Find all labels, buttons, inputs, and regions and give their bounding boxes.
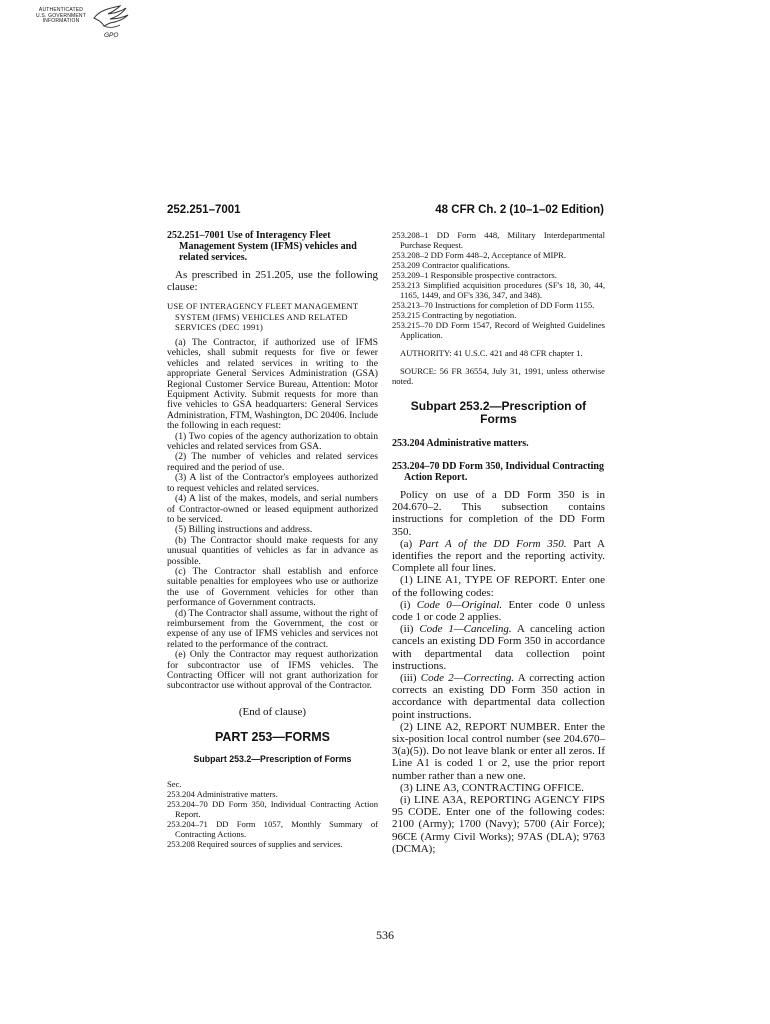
part-a-paragraph [392, 538, 605, 575]
clause-paragraph-d: (d) The Contractor shall assume, without the right of reimbursement from the Government, the cost or expense of any use of IFMS vehicles and services not related to the performance of the contract. [167, 607, 378, 650]
toc-entry: 253.204–71 DD Form 1057, Monthly Summary of Contracting Actions. [167, 818, 378, 839]
gpo-logo-line: U.S. GOVERNMENT [36, 12, 86, 19]
code-1-paragraph [392, 623, 605, 672]
running-header [167, 204, 604, 218]
source-label: SOURCE: [400, 366, 437, 376]
header-section-number: 252.251–7001 [167, 204, 241, 216]
clause-paragraph-a1: (1) Two copies of the agency authorization to obtain vehicles and related services from GSA. [167, 430, 378, 453]
left-column [167, 230, 378, 849]
clause-paragraph-b: (b) The Contractor should make requests for any unusual quantities of vehicles as far in advance as possible. [167, 534, 378, 567]
clause-paragraph-a5: (5) Billing instructions and address. [175, 524, 313, 536]
toc-entry: 253.215–70 DD Form 1547, Record of Weighted Guidelines Application. [392, 320, 605, 340]
part-a-lead: (a) [400, 537, 419, 550]
clause-paragraph-a2: (2) The number of vehicles and related services required and the period of use. [167, 451, 378, 473]
right-column [392, 230, 605, 855]
part-a-title: Part A of the DD Form 350. [418, 537, 567, 550]
toc-entry: 253.208–1 DD Form 448, Military Interdepartmental Purchase Request. [392, 230, 605, 250]
eagle-icon [90, 4, 138, 34]
toc-entry: 253.204–70 DD Form 350, Individual Contracting Action Report. [167, 798, 378, 819]
source-note [392, 366, 605, 386]
line-a3a-paragraph: (i) LINE A3A, REPORTING AGENCY FIPS 95 CODE. Enter one of the following codes: 2100 (Army); 1700 (Navy); 5700 (Air Force); 96CE (Army Civil Works); 97AS (DLA); 9763 (DCMA); [392, 794, 605, 855]
code-2-paragraph [392, 672, 605, 721]
clause-paragraph-c: (c) The Contractor shall establish and enforce suitable penalties for employees who use or authorize the use of Government vehicles for other than performance of Government contracts. [167, 565, 378, 609]
code-0-lead: (i) [400, 598, 417, 611]
line-a1-paragraph: (1) LINE A1, TYPE OF REPORT. Enter one of the following codes: [392, 574, 605, 599]
toc-entry: 253.213 Simplified acquisition procedures (SF's 18, 30, 44, 1165, 1449, and OF's 336, 347, and 348). [392, 280, 605, 300]
line-a2-paragraph: (2) LINE A2, REPORT NUMBER. Enter the six-position local control number (see 204.670–3(a)(5)). Do not leave blank or enter all zeros. If Line A1 is coded 1 or 2, use the prior report number rather than a new one. [392, 720, 605, 782]
toc-entry: 253.209–1 Responsible prospective contractors. [392, 270, 557, 280]
line-a3-paragraph: (3) LINE A3, CONTRACTING OFFICE. [400, 781, 584, 794]
code-2-lead: (iii) [400, 672, 421, 685]
toc-entry: 253.204 Administrative matters. [167, 788, 278, 799]
code-1-text: A canceling action cancels an existing DD Form 350 in accordance with departmental data collection point instructions. [392, 623, 606, 672]
toc-entry: 253.208 Required sources of supplies and services. [167, 838, 343, 849]
clause-title: USE OF INTERAGENCY FLEET MANAGEMENT SYSTEM (IFMS) VEHICLES AND RELATED SERVICES (DEC 1991) [167, 301, 359, 332]
gpo-logo-word: GPO [104, 32, 119, 39]
code-0-title: Code 0—Original. [416, 598, 503, 611]
header-title-edition: 48 CFR Ch. 2 (10–1–02 Edition) [435, 204, 604, 216]
code-2-title: Code 2—Correcting. [420, 672, 515, 685]
clause-paragraph-a4: (4) A list of the makes, models, and serial numbers of Contractor-owned or leased equipment authorized to be serviced. [167, 493, 378, 525]
end-of-clause: (End of clause) [238, 705, 307, 718]
clause-paragraph-e: (e) Only the Contractor may request authorization for subcontractor use of IFMS vehicles. The Contracting Officer will not grant authorization for subcontractor use without approval of the Contractor. [167, 649, 378, 692]
section-heading: 252.251–7001 Use of Interagency Fleet Management System (IFMS) vehicles and related services. [167, 230, 357, 263]
gpo-logo-line: INFORMATION [42, 18, 80, 24]
source-text: 56 FR 36554, July 31, 1991, unless otherwise noted. [392, 366, 605, 386]
code-2-text: A correcting action corrects an existing DD Form 350 action in accordance with departmental data collection point instructions. [392, 672, 605, 721]
policy-paragraph: Policy on use of a DD Form 350 is in 204.670–2. This subsection contains instructions for completion of the DD Form 350. [392, 489, 605, 538]
subpart-heading: Subpart 253.2—Prescription of Forms [193, 754, 352, 765]
section-heading: 253.204 Administrative matters. [392, 438, 529, 449]
subpart-heading: Subpart 253.2—Prescription of Forms [410, 399, 587, 426]
gpo-logo-text [28, 8, 94, 25]
sec-label: Sec. [167, 778, 182, 789]
code-1-lead: (ii) [400, 623, 420, 636]
toc-entry: 253.208–2 DD Form 448–2, Acceptance of MIPR. [392, 250, 567, 260]
authority-note [392, 348, 605, 358]
code-1-title: Code 1—Canceling. [419, 623, 512, 636]
clause-paragraph-a3: (3) A list of the Contractor's employees authorized to request vehicles and related services. [167, 472, 378, 494]
part-heading: PART 253—FORMS [214, 730, 331, 745]
page-number: 536 [376, 928, 394, 942]
gpo-authentication-logo [28, 4, 140, 42]
toc-entry: 253.215 Contracting by negotiation. [392, 310, 517, 320]
gpo-logo-line: AUTHENTICATED [38, 7, 84, 13]
section-heading: 253.204–70 DD Form 350, Individual Contracting Action Report. [392, 461, 604, 483]
authority-text: 41 U.S.C. 421 and 48 CFR chapter 1. [451, 348, 583, 358]
toc-entry: 253.213–70 Instructions for completion of DD Form 1155. [392, 300, 595, 310]
toc-entry: 253.209 Contractor qualifications. [392, 260, 510, 270]
authority-label: AUTHORITY: [400, 348, 452, 358]
intro-paragraph: As prescribed in 251.205, use the following clause: [167, 269, 378, 294]
clause-paragraph-a: (a) The Contractor, if authorized use of IFMS vehicles, shall submit requests for five or fewer vehicles and related services in writing to the appropriate General Services Administration (GSA) Regional Customer Service Bureau, Attention: Motor Equipment Activity. Submit requests for more than five vehicles to GSA headquarters: General Services Administration, FTM, Washington, DC 20406. Include the following in each request: [167, 337, 378, 432]
code-0-paragraph [392, 599, 605, 623]
part-a-text: Part A identifies the report and the reporting activity. Complete all four lines. [392, 537, 605, 575]
code-0-text: Enter code 0 unless code 1 or code 2 applies. [392, 598, 605, 624]
